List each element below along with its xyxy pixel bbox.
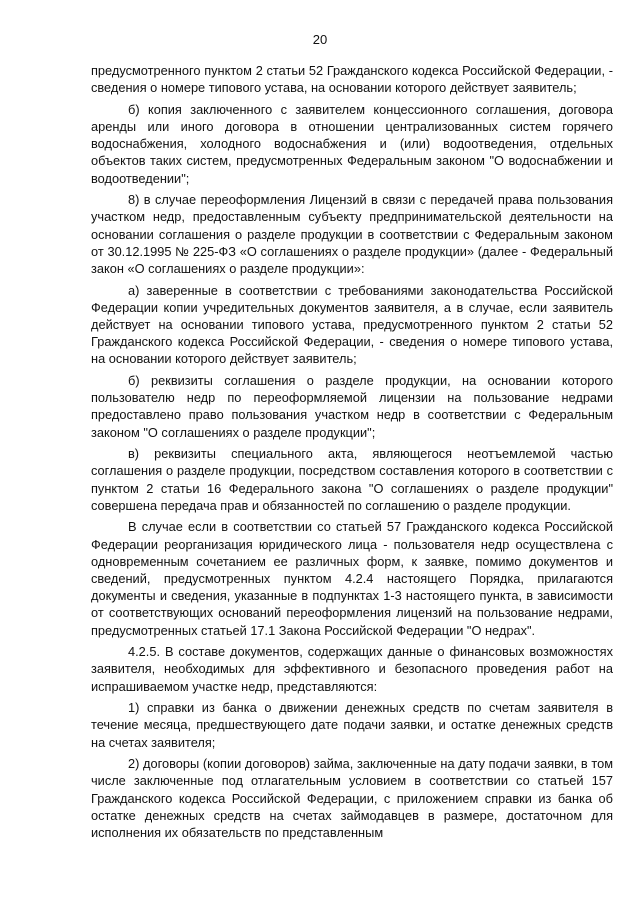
document-body [91, 62, 613, 846]
paragraph-8-psa: 8) в случае переоформления Лицензий в связи с передачей права пользования участком недр, предоставленным субъекту предпринимательской деятельности на основании соглашения о разделе продукции в соответствии с Федеральным законом от 30.12.1995 № 225-ФЗ «О соглашениях о разделе продукции» (далее - Федеральный закон «О соглашениях о разделе продукции»: [91, 192, 613, 277]
paragraph-a-founding-docs: а) заверенные в соответствии с требованиями законодательства Российской Федерации копии учредительных документов заявителя, а в случае, если заявитель действует на основании типового устава, предусмотренного пунктом 2 статьи 52 Гражданского кодекса Российской Федерации, - сведения о номере типового устава, на основании которого действует заявитель; [91, 282, 613, 367]
paragraph-2-loan-agreements: 2) договоры (копии договоров) займа, заключенные на дату подачи заявки, в том числе заключенные под отлагательным условием в соответствии со статьей 157 Гражданского кодекса Российской Федерации, с приложением справки из банка об остатке денежных средств на счетах займодавцев в размере, достаточном для исполнения их обязательств по представленным [91, 756, 613, 841]
paragraph-4-2-5: 4.2.5. В составе документов, содержащих данные о финансовых возможностях заявителя, необходимых для эффективного и безопасного проведения работ на испрашиваемом участке недр, представляются: [91, 644, 613, 694]
page-number: 20 [312, 32, 328, 47]
paragraph-v-special-act: в) реквизиты специального акта, являющегося неотъемлемой частью соглашения о разделе продукции, посредством составления которого в соответствии с пунктом 2 статьи 16 Федерального закона "О соглашениях о разделе продукции" совершена передача прав и обязанностей по соглашению о разделе продукции. [91, 446, 613, 513]
paragraph-b-concession: б) копия заключенного с заявителем концессионного соглашения, договора аренды или иного договора в отношении централизованных систем горячего водоснабжения, холодного водоснабжения и (или) водоотведения, отдельных объектов таких систем, предусмотренных Федеральным законом "О водоснабжении и водоотведении"; [91, 101, 613, 186]
paragraph-reorganization: В случае если в соответствии со статьей 57 Гражданского кодекса Российской Федерации реорганизация юридического лица - пользователя недр осуществлена с одновременным сочетанием ее различных форм, к заявке, помимо документов и сведений, предусмотренных пунктом 4.2.4 настоящего Порядка, прилагаются документы и сведения, указанные в подпунктах 1-3 настоящего пункта, в зависимости от соответствующих оснований переоформления лицензий на пользование недрами, предусмотренных статьей 17.1 Закона Российской Федерации "О недрах". [91, 519, 613, 638]
paragraph-1-bank-statements: 1) справки из банка о движении денежных средств по счетам заявителя в течение месяца, предшествующего дате подачи заявки, и остатке денежных средств на счетах заявителя; [91, 700, 613, 750]
paragraph-b-psa-details: б) реквизиты соглашения о разделе продукции, на основании которого пользователю недр по переоформляемой лицензии на пользование недрами предоставлено право пользования участком недр в соответствии с Федеральным законом "О соглашениях о разделе продукции"; [91, 373, 613, 440]
paragraph-continued: предусмотренного пунктом 2 статьи 52 Гражданского кодекса Российской Федерации, - сведения о номере типового устава, на основании которого действует заявитель; [91, 63, 613, 96]
